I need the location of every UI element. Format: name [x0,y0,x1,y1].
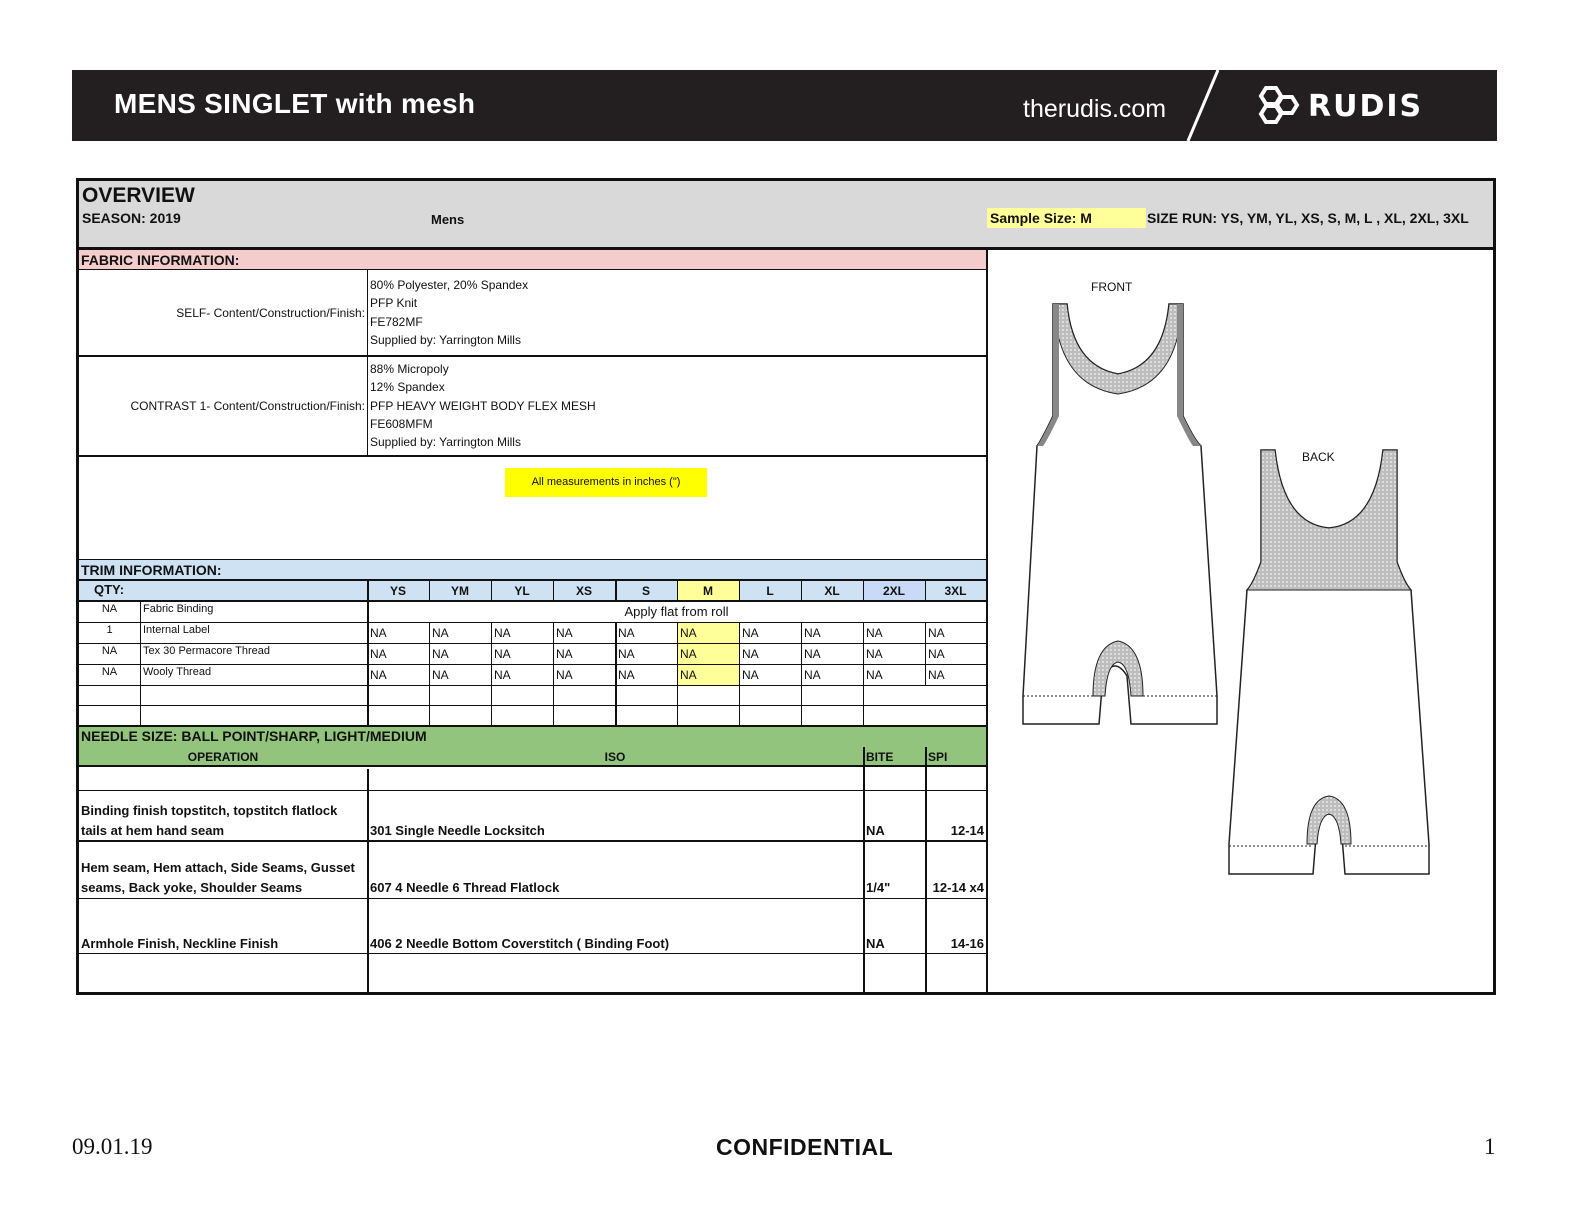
document-title: MENS SINGLET with mesh [114,88,476,119]
self-fabric-label: SELF- Content/Construction/Finish: [176,306,365,320]
row-divider [79,455,986,457]
trim-value: NA [494,626,511,640]
size-m: M [703,584,713,598]
size-yl: YL [514,584,530,598]
trim-value: NA [370,647,387,661]
bite-cell: 1/4" [866,880,891,895]
size-l: L [766,584,774,598]
contrast-fabric-line: 88% Micropoly [370,362,449,376]
self-fabric-details [370,276,528,349]
trim-value: NA [804,647,821,661]
trim-qty: NA [101,666,118,678]
header-bar [72,70,1497,141]
trim-value: NA [556,647,573,661]
col-divider [677,579,678,601]
trim-value: NA [432,647,449,661]
trim-value: NA [804,626,821,640]
size-3xl: 3XL [944,584,967,598]
trim-value: NA [680,647,697,661]
measurement-note: All measurements in inches (") [505,468,707,497]
svg-text:RUDIS: RUDIS [1308,89,1424,124]
size-run-label: SIZE RUN: YS, YM, YL, XS, S, M, L , XL, 2XL, 3XL [1147,210,1469,226]
trim-qty: NA [101,603,118,615]
website-link[interactable]: therudis.com [1023,95,1167,123]
trim-value: NA [742,647,759,661]
footer-page-number: 1 [1484,1134,1496,1159]
trim-value: NA [866,668,883,682]
sample-size-label: Sample Size: M [987,208,1146,228]
trim-value: NA [494,668,511,682]
operation-cell: Armhole Finish, Neckline Finish [81,936,279,951]
col-divider [739,579,740,601]
col-divider [553,579,554,601]
bite-cell: NA [866,936,885,951]
trim-value: NA [618,626,635,640]
col-divider [140,601,141,725]
season-label: SEASON: 2019 [82,210,181,226]
trim-name: Tex 30 Permacore Thread [143,645,270,657]
trim-value: NA [928,647,945,661]
size-ys: YS [389,584,406,598]
trim-value: NA [928,668,945,682]
operation-cell [81,858,355,898]
col-divider [863,747,865,992]
contrast-fabric-details [370,360,596,451]
contrast-fabric-line: FE608MFM [370,416,433,431]
spi-cell: 14-16 [950,936,984,951]
col-divider [491,579,492,601]
trim-heading: TRIM INFORMATION: [79,559,986,579]
rudis-logo [1252,82,1462,128]
row-divider [79,643,986,644]
trim-value: NA [432,668,449,682]
trim-value: NA [742,626,759,640]
gender-label: Mens [431,212,465,227]
trim-name: Internal Label [143,624,210,636]
row-divider [79,664,986,665]
qty-header: QTY: [79,579,367,601]
spi-cell: 12-14 x4 [932,880,984,895]
overview-title: OVERVIEW [82,184,195,207]
row-divider [79,355,986,357]
drawing-panel-divider [986,247,988,992]
row-divider [79,705,986,706]
front-label: FRONT [1091,280,1133,294]
trim-value: NA [618,647,635,661]
operation-cell [81,801,337,841]
row-divider [79,579,986,581]
fabric-heading: FABRIC INFORMATION: [79,250,986,270]
trim-value: NA [680,668,697,682]
trim-value: NA [866,626,883,640]
self-fabric-line: Supplied by: Yarrington Mills [370,332,521,347]
trim-qty: NA [101,645,118,657]
trim-value: NA [928,626,945,640]
trim-value: NA [866,647,883,661]
front-singlet-drawing [1013,296,1223,731]
col-divider [863,579,864,601]
trim-value: NA [432,626,449,640]
trim-note: Apply flat from roll [624,604,729,619]
spi-cell: 12-14 [950,823,984,838]
spec-sheet [76,178,1496,995]
row-divider [79,898,986,899]
footer-confidential: CONFIDENTIAL [716,1134,894,1160]
row-divider [79,685,986,686]
contrast-fabric-line: 12% Spandex [370,380,445,395]
self-fabric-line: FE782MF [370,314,423,329]
col-divider [801,579,802,601]
iso-cell: 406 2 Needle Bottom Coverstitch ( Binding Foot) [370,936,670,951]
col-divider [429,579,430,601]
operation-line: tails at hem hand seam [81,823,225,838]
size-xl: XL [824,584,840,598]
operation-column-header: OPERATION [187,750,259,764]
iso-column-header: ISO [604,750,626,764]
col-divider [367,769,369,992]
row-divider [79,600,986,602]
bite-cell: NA [866,823,885,838]
self-fabric-line: PFP Knit [370,296,418,311]
needle-heading: NEEDLE SIZE: BALL POINT/SHARP, LIGHT/MEDIUM [81,728,427,744]
iso-cell: 301 Single Needle Locksitch [370,823,545,838]
fabric-column-divider [367,270,368,456]
trim-value: NA [370,626,387,640]
trim-name: Wooly Thread [143,666,212,678]
operation-line: Binding finish topstitch, topstitch flatlock [81,803,338,818]
trim-value: NA [370,668,387,682]
size-s: S [641,584,650,598]
spi-column-header: SPI [928,750,948,764]
size-2xl: 2XL [882,584,905,598]
back-singlet-drawing [1225,444,1441,879]
col-divider [615,579,617,601]
contrast-fabric-line: Supplied by: Yarrington Mills [370,435,521,450]
overview-section [79,181,1493,250]
contrast-fabric-line: PFP HEAVY WEIGHT BODY FLEX MESH [370,398,596,413]
size-ym: YM [451,584,469,598]
self-fabric-line: 80% Polyester, 20% Spandex [370,278,529,292]
size-xs: XS [575,584,592,598]
trim-value: NA [556,668,573,682]
needle-section-header [79,725,986,767]
col-divider [925,747,927,992]
operation-line: Hem seam, Hem attach, Side Seams, Gusset [81,860,355,875]
trim-name: Fabric Binding [143,603,214,615]
operation-line: seams, Back yoke, Shoulder Seams [81,880,303,895]
trim-qty: 1 [106,624,113,636]
trim-value: NA [618,668,635,682]
footer-date: 09.01.19 [72,1134,153,1159]
trim-value: NA [804,668,821,682]
iso-cell: 607 4 Needle 6 Thread Flatlock [370,880,560,895]
back-label: BACK [1302,450,1335,464]
trim-value: NA [742,668,759,682]
bite-column-header: BITE [866,750,894,764]
row-divider [79,790,986,791]
row-divider [79,622,986,623]
trim-value: NA [556,626,573,640]
trim-value: NA [680,626,697,640]
col-divider [925,579,926,601]
trim-value: NA [494,647,511,661]
contrast-fabric-label: CONTRAST 1- Content/Construction/Finish: [130,399,365,413]
slash-divider [1182,70,1222,141]
